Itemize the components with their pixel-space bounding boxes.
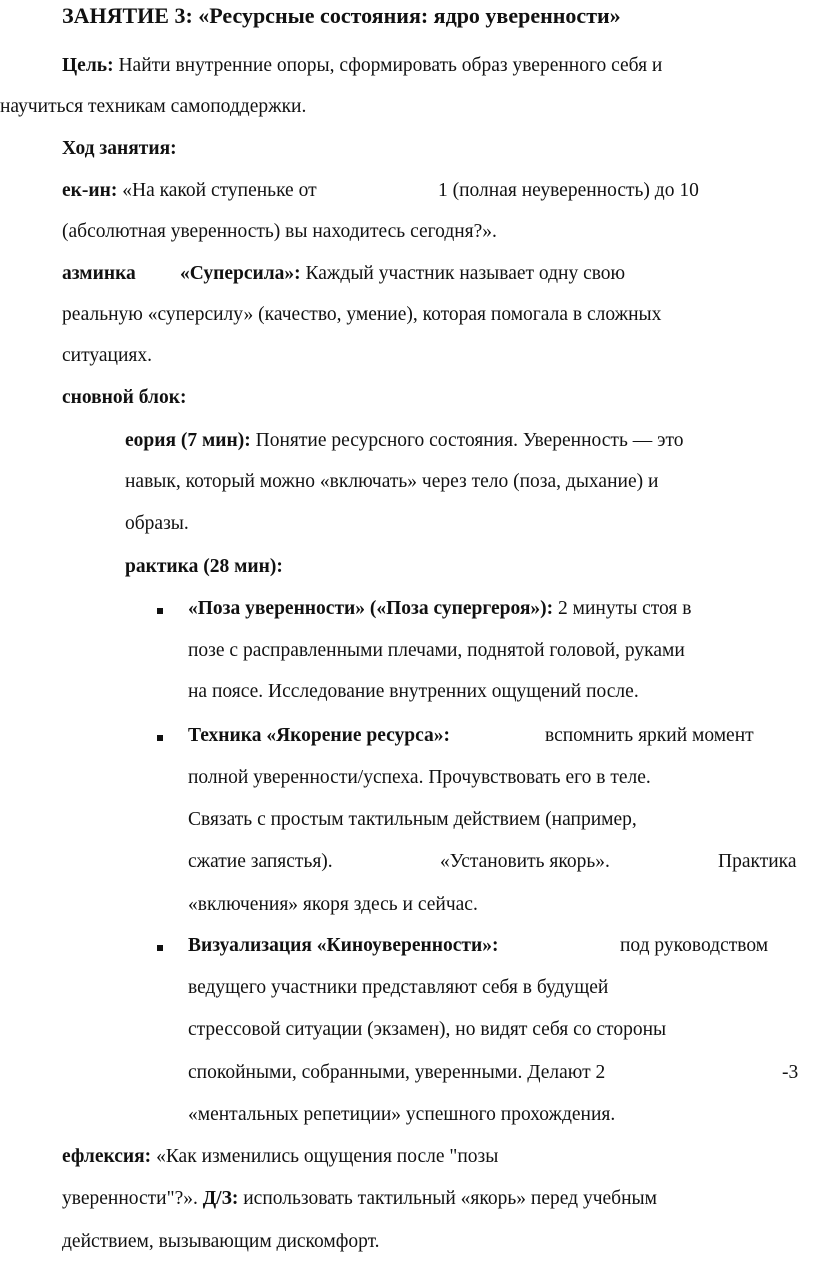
bullet-3-line-1 <box>188 934 498 958</box>
reflection-text-2a: уверенности"?». <box>62 1188 198 1209</box>
bullet-marker-1 <box>157 608 163 614</box>
bullet-3-text-4: спокойными, собранными, уверенными. Делают 2 <box>188 1062 606 1083</box>
bullet-marker-3 <box>157 945 163 951</box>
warmup-label-a: азминка <box>62 263 136 284</box>
warmup-text-2: реальную «суперсилу» (качество, умение), которая помогала в сложных <box>62 304 662 325</box>
bullet-2-text-3: Связать с простым тактильным действием (например, <box>188 809 637 830</box>
bullet-1-text-1: 2 минуты стоя в <box>558 598 692 619</box>
bullet-1-label: «Поза уверенности» («Поза супергероя»): <box>188 598 554 619</box>
homework-label: Д/З: <box>202 1188 239 1209</box>
bullet-3-text-2: ведущего участники представляют себя в будущей <box>188 977 609 998</box>
bullet-2-line-1 <box>188 724 450 748</box>
goal-label: Цель: <box>62 55 114 76</box>
main-block-label: сновной блок: <box>62 387 187 408</box>
warmup-line-1 <box>180 262 625 286</box>
warmup-text-1: Каждый участник называет одну свою <box>305 263 626 284</box>
checkin-text-1a: «На какой ступеньке от <box>122 180 317 201</box>
bullet-1-text-2: позе с расправленными плечами, поднятой головой, руками <box>188 640 685 661</box>
checkin-text-1b: 1 (полная неуверенность) до 10 <box>438 180 699 201</box>
theory-text-3: образы. <box>125 513 189 534</box>
bullet-3-label: Визуализация «Киноуверенности»: <box>188 935 499 956</box>
goal-text-2: научиться техникам самоподдержки. <box>0 96 307 117</box>
bullet-2-text-4: сжатие запястья). <box>188 851 333 872</box>
bullet-marker-2 <box>157 735 163 741</box>
bullet-3-text-1: под руководством <box>620 935 769 956</box>
theory-text-2: навык, который можно «включать» через тело (поза, дыхание) и <box>125 471 659 492</box>
bullet-2-text-2: полной уверенности/успеха. Прочувствовать его в теле. <box>188 767 651 788</box>
theory-label: еория (7 мин): <box>125 430 251 451</box>
bullet-1-text-3: на поясе. Исследование внутренних ощущений после. <box>188 681 639 702</box>
warmup-text-3: ситуациях. <box>62 345 152 366</box>
warmup-label-b: «Суперсила»: <box>180 263 301 284</box>
homework-text-2: действием, вызывающим дискомфорт. <box>62 1231 380 1252</box>
theory-line-1 <box>125 429 683 453</box>
goal-line-1 <box>62 54 662 78</box>
bullet-2-text-5: «Установить якорь». <box>440 851 610 872</box>
homework-text-1: использовать тактильный «якорь» перед учебным <box>243 1188 657 1209</box>
reflection-label: ефлексия: <box>62 1146 152 1167</box>
reflection-line-1 <box>62 1145 498 1169</box>
reflection-text-1: «Как изменились ощущения после "позы <box>156 1146 499 1167</box>
bullet-1-line-1 <box>188 597 691 621</box>
bullet-3-text-6: «ментальных репетиции» успешного прохождения. <box>188 1104 616 1125</box>
course-label: Ход занятия: <box>62 138 177 159</box>
checkin-label: ек-ин: <box>62 180 118 201</box>
bullet-3-text-3: стрессовой ситуации (экзамен), но видят себя со стороны <box>188 1019 667 1040</box>
checkin-text-2: (абсолютная уверенность) вы находитесь сегодня?». <box>62 221 497 242</box>
bullet-2-text-6: Практика <box>718 851 797 872</box>
practice-label: рактика (28 мин): <box>125 556 283 577</box>
bullet-2-label: Техника «Якорение ресурса»: <box>188 725 450 746</box>
bullet-2-text-7: «включения» якоря здесь и сейчас. <box>188 894 478 915</box>
goal-text-1: Найти внутренние опоры, сформировать образ уверенного себя и <box>118 55 663 76</box>
page-title: ЗАНЯТИЕ 3: «Ресурсные состояния: ядро уверенности» <box>62 3 621 28</box>
reflection-line-2 <box>62 1187 657 1211</box>
bullet-2-text-1: вспомнить яркий момент <box>545 725 754 746</box>
theory-text-1: Понятие ресурсного состояния. Уверенность — это <box>255 430 684 451</box>
bullet-3-text-5: -3 <box>782 1062 799 1083</box>
checkin-line-1 <box>62 179 317 203</box>
